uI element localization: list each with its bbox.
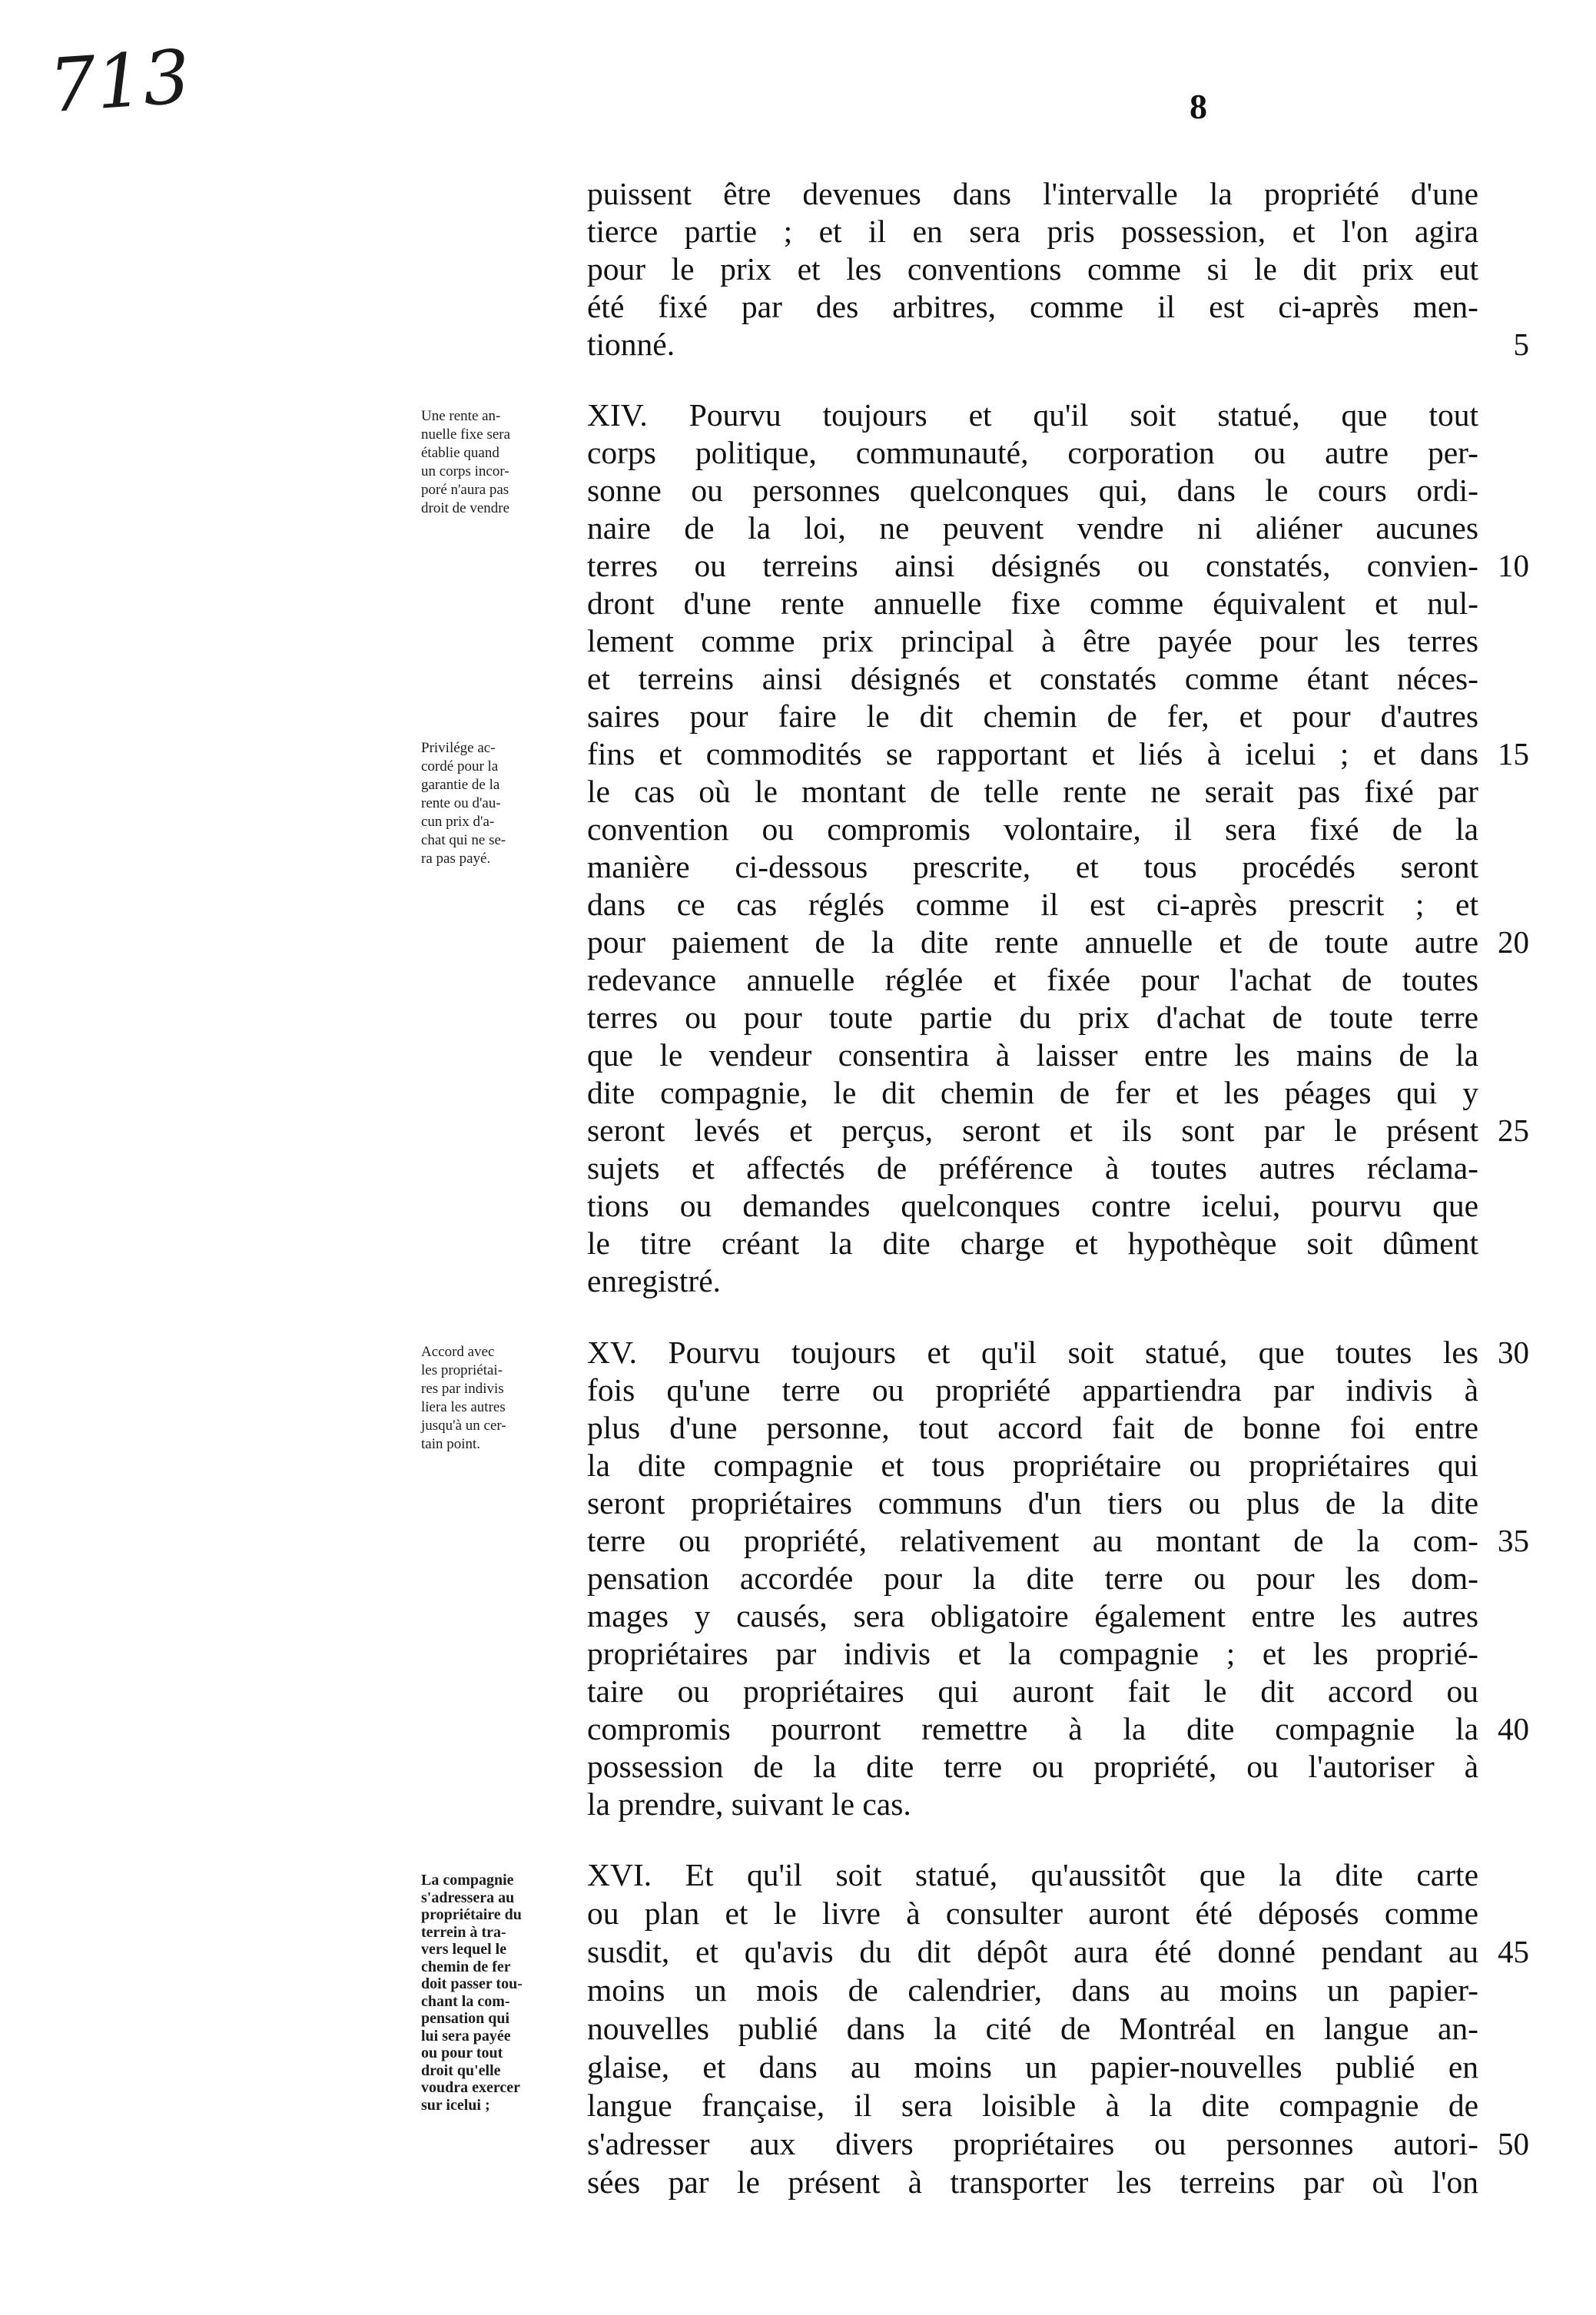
margin-note-line: chat qui ne se- — [421, 832, 506, 848]
text-line: que le vendeur consentira à laisser entre les mains de la — [587, 1037, 1478, 1073]
text-line: seront levés et perçus, seront et ils sont par le présent — [587, 1113, 1478, 1148]
margin-note-line: Privilége ac- — [421, 740, 496, 756]
text-line: naire de la loi, ne peuvent vendre ni aliéner aucunes — [587, 510, 1478, 546]
text-line: sujets et affectés de préférence à toutes autres réclama- — [587, 1150, 1478, 1186]
text-line: seront propriétaires communs d'un tiers ou plus de la dite — [587, 1485, 1478, 1521]
margin-note-line: sur icelui ; — [421, 2096, 490, 2114]
margin-note-line: poré n'aura pas — [421, 482, 509, 498]
text-line: dite compagnie, le dit chemin de fer et les péages qui y — [587, 1075, 1478, 1110]
text-line: XV. Pourvu toujours et qu'il soit statué, que toutes les — [587, 1335, 1478, 1370]
margin-note-privilege — [421, 739, 567, 868]
text-line: tierce partie ; et il en sera pris possession, et l'on agira — [587, 214, 1478, 249]
line-number: 10 — [1498, 548, 1529, 583]
text-line: redevance annuelle réglée et fixée pour l'achat de toutes — [587, 962, 1478, 997]
text-line: XIV. Pourvu toujours et qu'il soit statué, que tout — [587, 397, 1478, 433]
text-line: possession de la dite terre ou propriété, ou l'autoriser à — [587, 1749, 1478, 1784]
margin-note-line: doit passer tou- — [421, 1975, 523, 1992]
margin-note-line: Une rente an- — [421, 408, 501, 424]
margin-note-line: vers lequel le — [421, 1941, 507, 1958]
text-line: plus d'une personne, tout accord fait de bonne foi entre — [587, 1410, 1478, 1445]
margin-note-line: cordé pour la — [421, 758, 499, 774]
text-line: manière ci-dessous prescrite, et tous procédés seront — [587, 849, 1478, 884]
text-line: été fixé par des arbitres, comme il est ci-après men- — [587, 289, 1478, 324]
text-line: terres ou pour toute partie du prix d'achat de toute terre — [587, 1000, 1478, 1035]
margin-note-line: pensation qui — [421, 2010, 510, 2027]
margin-note-line: chant la com- — [421, 1992, 510, 2010]
text-line: la prendre, suivant le cas. — [587, 1786, 911, 1822]
text-line: s'adresser aux divers propriétaires ou personnes autori- — [587, 2126, 1478, 2161]
text-line: puissent être devenues dans l'intervalle la propriété d'une — [587, 176, 1478, 211]
margin-note-line: tain point. — [421, 1436, 481, 1452]
text-line: et terreins ainsi désignés et constatés comme étant néces- — [587, 661, 1478, 696]
text-line: sées par le présent à transporter les terreins par où l'on — [587, 2164, 1478, 2200]
margin-note-line: droit qu'elle — [421, 2061, 501, 2079]
text-line: tionné. — [587, 327, 675, 362]
text-line: lement comme prix principal à être payée pour les terres — [587, 623, 1478, 658]
margin-note-line: nuelle fixe sera — [421, 426, 511, 443]
text-line: convention ou compromis volontaire, il sera fixé de la — [587, 811, 1478, 847]
margin-note-line: Accord avec — [421, 1344, 495, 1360]
text-line: sonne ou personnes quelconques qui, dans le cours ordi- — [587, 473, 1478, 508]
line-number: 5 — [1513, 327, 1529, 362]
text-line: le titre créant la dite charge et hypothèque soit dûment — [587, 1225, 1478, 1261]
margin-note-line: terrein à tra- — [421, 1923, 506, 1941]
margin-note-line: La compagnie — [421, 1872, 514, 1889]
text-line: dans ce cas réglés comme il est ci-après prescrit ; et — [587, 887, 1478, 922]
text-line: enregistré. — [587, 1263, 721, 1298]
text-line: mages y causés, sera obligatoire également entre les autres — [587, 1598, 1478, 1633]
text-line: pensation accordée pour la dite terre ou pour les dom- — [587, 1560, 1478, 1596]
margin-note-line: ou pour tout — [421, 2045, 503, 2061]
margin-note-rente-annuelle — [421, 407, 567, 518]
margin-note-line: propriétaire du — [421, 1906, 522, 1923]
text-line: nouvelles publié dans la cité de Montréal en langue an- — [587, 2011, 1478, 2046]
margin-note-line: cun prix d'a- — [421, 814, 495, 830]
text-line: pour le prix et les conventions comme si le dit prix eut — [587, 251, 1478, 287]
margin-note-line: établie quand — [421, 445, 499, 461]
margin-note-line: garantie de la — [421, 777, 500, 793]
margin-note-line: les propriétai- — [421, 1362, 503, 1378]
text-line: glaise, et dans au moins un papier-nouvelles publié en — [587, 2049, 1478, 2084]
text-line: tions ou demandes quelconques contre icelui, pourvu que — [587, 1188, 1478, 1223]
margin-note-line: voudra exercer — [421, 2079, 521, 2096]
text-line: le cas où le montant de telle rente ne serait pas fixé par — [587, 774, 1478, 809]
text-line: terres ou terreins ainsi désignés ou constatés, convien- — [587, 548, 1478, 583]
text-line: dront d'une rente annuelle fixe comme équivalent et nul- — [587, 585, 1478, 621]
text-line: fins et commodités se rapportant et liés à icelui ; et dans — [587, 736, 1478, 771]
line-number: 50 — [1498, 2126, 1529, 2161]
margin-note-line: jusqu'à un cer- — [421, 1418, 506, 1434]
text-line: terre ou propriété, relativement au montant de la com- — [587, 1523, 1478, 1558]
text-line: saires pour faire le dit chemin de fer, et pour d'autres — [587, 698, 1478, 734]
page-number: 8 — [1190, 87, 1207, 126]
margin-note-line: rente ou d'au- — [421, 795, 501, 811]
margin-note-line: chemin de fer — [421, 1958, 511, 1975]
text-line: taire ou propriétaires qui auront fait le dit accord ou — [587, 1673, 1478, 1709]
margin-note-line: ra pas payé. — [421, 851, 491, 867]
margin-note-accord — [421, 1343, 567, 1454]
text-line: fois qu'une terre ou propriété appartiendra par indivis à — [587, 1372, 1478, 1408]
text-line: susdit, et qu'avis du dit dépôt aura été donné pendant au — [587, 1934, 1478, 1969]
line-number: 15 — [1498, 736, 1529, 771]
margin-note-line: droit de vendre — [421, 500, 510, 516]
margin-note-line: un corps incor- — [421, 463, 509, 479]
margin-note-line: res par indivis — [421, 1381, 504, 1397]
text-line: compromis pourront remettre à la dite compagnie la — [587, 1711, 1478, 1746]
margin-note-line: s'adressera au — [421, 1889, 515, 1906]
margin-note-compagnie — [421, 1872, 567, 2114]
line-number: 35 — [1498, 1523, 1529, 1558]
margin-note-line: lui sera payée — [421, 2027, 511, 2045]
line-number: 25 — [1498, 1113, 1529, 1148]
line-number: 40 — [1498, 1711, 1529, 1746]
text-line: ou plan et le livre à consulter auront été déposés comme — [587, 1895, 1478, 1931]
text-line: langue française, il sera loisible à la dite compagnie de — [587, 2088, 1478, 2123]
line-number: 45 — [1498, 1934, 1529, 1969]
line-number: 20 — [1498, 924, 1529, 960]
text-line: XVI. Et qu'il soit statué, qu'aussitôt que la dite carte — [587, 1857, 1478, 1892]
text-line: pour paiement de la dite rente annuelle et de toute autre — [587, 924, 1478, 960]
text-line: moins un mois de calendrier, dans au moins un papier- — [587, 1972, 1478, 2008]
margin-note-line: liera les autres — [421, 1399, 506, 1415]
handwritten-folio-number: 713 — [46, 33, 193, 130]
text-line: propriétaires par indivis et la compagnie ; et les proprié- — [587, 1636, 1478, 1671]
line-number: 30 — [1498, 1335, 1529, 1370]
text-line: la dite compagnie et tous propriétaire ou propriétaires qui — [587, 1448, 1478, 1483]
text-line: corps politique, communauté, corporation ou autre per- — [587, 435, 1478, 470]
